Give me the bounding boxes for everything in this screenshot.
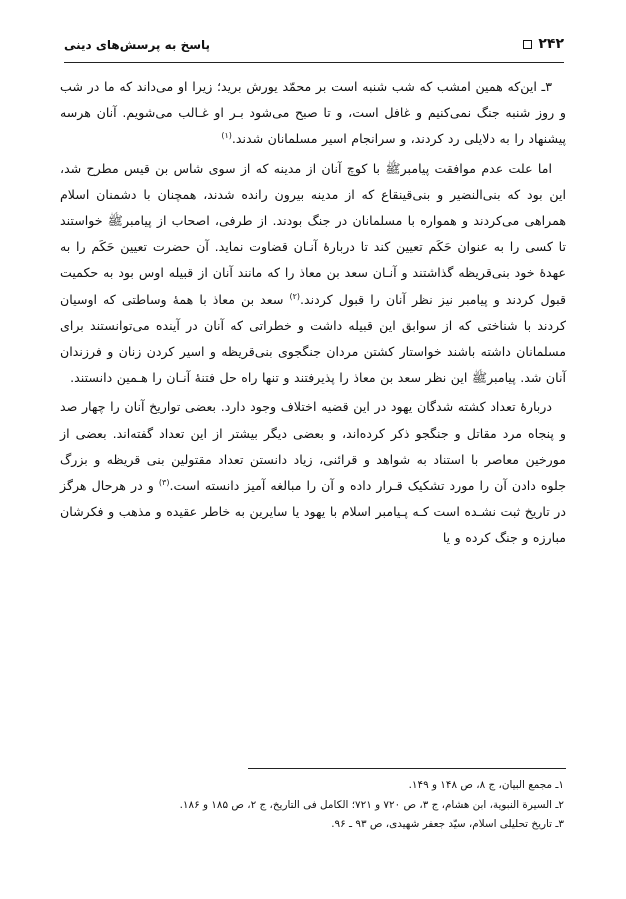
main-text (60, 74, 566, 555)
footnote: ۲ـ السیرة النبویة، ابن هشام، ج ۳، ص ۷۲۰ و ۷۲۱؛ الکامل فی التاریخ، ج ۲، ص ۱۸۵ و ۱۸۶. (179, 798, 564, 811)
paragraph-text: دربارهٔ تعداد کشته شدگان یهود در این قضیه اختلاف وجود دارد. بعضی تواریخ آنان را چهار صد و پنجاه مرد مقاتل و جنگجو ذکر کرده‌اند، و بعضی دیگر بیشتر از این تعداد گفته‌اند. بعضی از مورخین معاصر با استناد به شواهد و قرائنی، زیاد دانستن تعداد مقتولین بنی قریظه و بزرگ جلوه دادن آن را مورد تشکیک قـرار داده و آن را مبالغه آمیز دانسته است. (60, 399, 566, 494)
page-header (64, 36, 564, 58)
footnote-divider (248, 768, 566, 769)
page-number-block (523, 36, 564, 52)
footnote: ۳ـ تاریخ تحلیلی اسلام، سیّد جعفر شهیدی، ص ۹۳ ـ ۹۶. (331, 818, 564, 830)
running-title: پاسخ به پرسش‌های دینی (64, 38, 211, 52)
paragraph (60, 394, 566, 551)
footnote-ref: (۳) (158, 477, 170, 487)
footnotes (60, 776, 566, 835)
paragraph (60, 74, 566, 153)
paragraph-text-continued: و در هرحال هرگز در تاریخ ثبت نشـده است کـه پـیامبر اسلام با یهود یا سایرین به خاطر عقیده و مذهب و فکرشان مبارزه و جنگ کرده و یا (60, 478, 566, 546)
footnote-ref: (۲) (289, 291, 300, 301)
page-number: ۲۴۲ (538, 36, 564, 52)
square-bullet-icon (523, 40, 532, 49)
footnote-ref: (۱) (221, 131, 232, 141)
paragraph-text: اما علت عدم موافقت پیامبرﷺ با کوچ آنان از مدینه که از سوی شاس بن قیس مطرح شد، این بود که بنی‌النضیر و بنی‌قینقاع که از مدینه بیرون رانده شدند، همچنان با دشمنان اسلام همراهی می‌کردند و همواره با مسلمانان در جنگ بودند. از طرفی، اصحاب از پیامبرﷺ خواستند تا کسی را به عنوان حَکَم تعیین کند تا دربارهٔ آنـان قضاوت نماید. آن حضرت تعیین حَکَم را به عهدهٔ خود بنی‌قریظه گذاشتند و آنـان سعد بن معاذ را که مانند آنان از قبیله اوس بود به حکمیت قبول کردند و پیامبر نیز نظر آنان را قبول کردند. (60, 160, 567, 307)
paragraph-text-continued: سعد بن معاذ با همهٔ وساطتی که اوسیان کردند با شناختی که از سوابق این قبیله داشت و خطراتی که آنان در آینده می‌توانستند برای مسلمانان داشته باشند خواستار کشتن مردان جنگجوی بنی‌قریظه و اسیر کردن زنان و فرزندان آنان شد. پیامبرﷺ این نظر سعد بن معاذ را پذیرفتند و تنها راه حل فتنهٔ آنـان را هـمین دانستند. (60, 291, 566, 386)
paragraph-text: ۳ـ این‌که همین امشب که شب شنبه است بر محمّد یورش برید؛ زیرا او می‌داند که ما در شب و روز شنبه جنگ نمی‌کنیم و غافل است، و تا صبح می‌شود بـر او غـالب می‌شویم. آنان هرسه پیشنهاد را به دلایلی رد کردند، و سرانجام اسیر مسلمانان شدند. (60, 79, 566, 147)
header-divider (64, 62, 564, 63)
footnote: ۱ـ مجمع البیان، ج ۸، ص ۱۴۸ و ۱۴۹. (408, 779, 564, 791)
paragraph (60, 156, 566, 392)
